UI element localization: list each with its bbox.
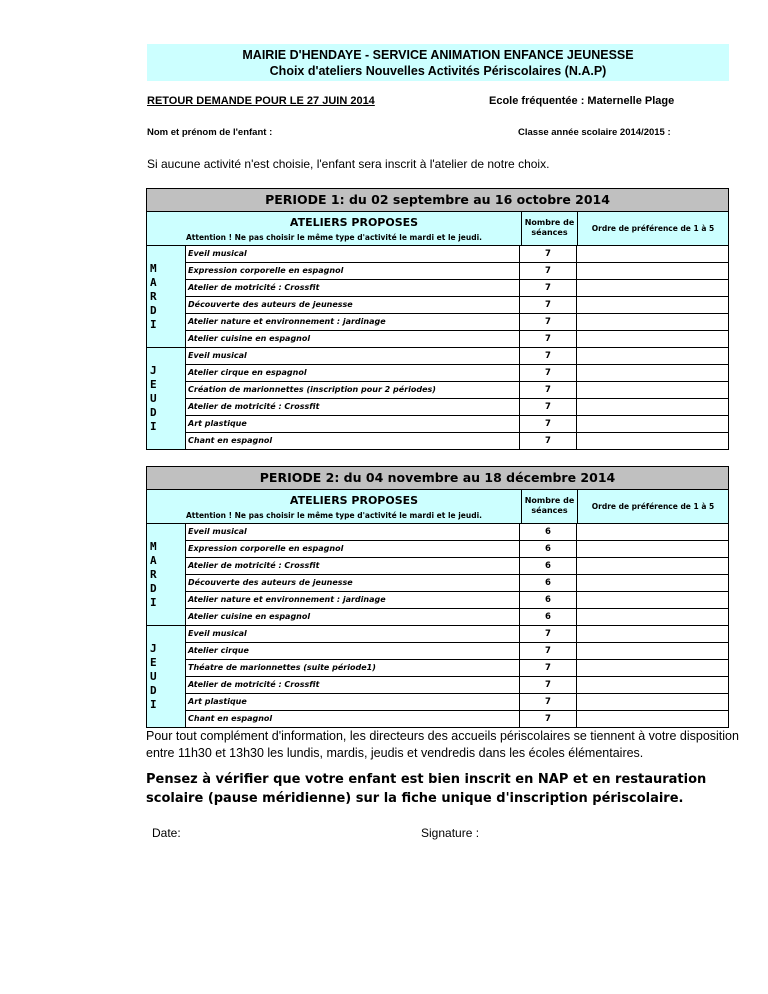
header-subtitle: Choix d'ateliers Nouvelles Activités Périscolaires (N.A.P) <box>269 64 607 78</box>
table-row <box>186 558 728 575</box>
table-row <box>186 382 728 399</box>
attention-note: Attention ! Ne pas choisir le même type d'activité le mardi et le jeudi. <box>185 511 483 520</box>
preference-input-cell[interactable] <box>577 314 728 330</box>
preference-input-cell[interactable] <box>577 382 728 398</box>
day-letter: U <box>150 391 157 405</box>
day-letter: D <box>150 683 157 697</box>
day-letter: R <box>150 289 157 303</box>
mardi-rows <box>186 246 728 347</box>
preference-input-cell[interactable] <box>577 660 728 676</box>
seances-count: 7 <box>520 433 577 449</box>
seances-count: 6 <box>520 558 577 574</box>
ateliers-header <box>147 212 522 245</box>
preference-input-cell[interactable] <box>577 524 728 540</box>
preference-input-cell[interactable] <box>577 246 728 262</box>
activity-name: Atelier de motricité : Crossfit <box>186 558 520 574</box>
seances-count: 7 <box>520 677 577 693</box>
day-letter: D <box>150 581 157 595</box>
activity-name: Chant en espagnol <box>186 433 520 449</box>
preference-input-cell[interactable] <box>577 592 728 608</box>
activity-name: Théatre de marionnettes (suite période1) <box>186 660 520 676</box>
seances-count: 7 <box>520 382 577 398</box>
preference-input-cell[interactable] <box>577 263 728 279</box>
jeudi-block <box>147 348 728 449</box>
day-letter: I <box>150 317 157 331</box>
seances-count: 6 <box>520 575 577 591</box>
day-letter: J <box>150 363 157 377</box>
retour-date: RETOUR DEMANDE POUR LE 27 JUIN 2014 <box>147 95 375 107</box>
table-row <box>186 694 728 711</box>
seances-count: 7 <box>520 246 577 262</box>
day-letter: U <box>150 669 157 683</box>
info-paragraph: Pour tout complément d'information, les directeurs des accueils périscolaires se tiennent à votre disposition entre 11h30 et 13h30 les lundis, mardis, jeudis et vendredis dans les écoles élémentaires. <box>146 729 739 760</box>
table-row <box>186 677 728 694</box>
activity-name: Eveil musical <box>186 524 520 540</box>
table-row <box>186 246 728 263</box>
seances-count: 7 <box>520 643 577 659</box>
day-mardi <box>147 524 186 625</box>
day-letter: I <box>150 697 157 711</box>
preference-input-cell[interactable] <box>577 711 728 727</box>
ateliers-title: ATELIERS PROPOSES <box>289 494 419 507</box>
preference-input-cell[interactable] <box>577 541 728 557</box>
attention-note: Attention ! Ne pas choisir le même type d'activité le mardi et le jeudi. <box>185 233 483 242</box>
activity-name: Atelier cirque en espagnol <box>186 365 520 381</box>
day-letter: D <box>150 405 157 419</box>
day-letter: A <box>150 553 157 567</box>
preference-input-cell[interactable] <box>577 558 728 574</box>
day-letter: D <box>150 303 157 317</box>
table-row <box>186 348 728 365</box>
day-letter: I <box>150 419 157 433</box>
seances-count: 7 <box>520 280 577 296</box>
activity-name: Eveil musical <box>186 246 520 262</box>
seances-count: 7 <box>520 660 577 676</box>
activity-name: Art plastique <box>186 416 520 432</box>
activity-name: Chant en espagnol <box>186 711 520 727</box>
jeudi-block <box>147 626 728 727</box>
preference-input-cell[interactable] <box>577 399 728 415</box>
activity-name: Eveil musical <box>186 348 520 364</box>
seances-count: 7 <box>520 348 577 364</box>
ateliers-title: ATELIERS PROPOSES <box>289 216 419 229</box>
seances-count: 7 <box>520 365 577 381</box>
nombre-header-line1: Nombre de <box>524 496 575 505</box>
preference-input-cell[interactable] <box>577 280 728 296</box>
activity-name: Expression corporelle en espagnol <box>186 263 520 279</box>
day-jeudi <box>147 348 186 449</box>
seances-count: 7 <box>520 297 577 313</box>
seances-count: 6 <box>520 592 577 608</box>
seances-count: 6 <box>520 609 577 625</box>
activity-name: Atelier de motricité : Crossfit <box>186 677 520 693</box>
periode1-title: PERIODE 1: du 02 septembre au 16 octobre 2014 <box>147 189 728 212</box>
activity-name: Expression corporelle en espagnol <box>186 541 520 557</box>
date-label: Date: <box>152 826 181 840</box>
table-row <box>186 297 728 314</box>
preference-input-cell[interactable] <box>577 575 728 591</box>
preference-input-cell[interactable] <box>577 609 728 625</box>
jeudi-rows <box>186 626 728 727</box>
activity-name: Eveil musical <box>186 626 520 642</box>
warning-paragraph: Pensez à vérifier que votre enfant est bien inscrit en NAP et en restauration scolaire (pause méridienne) sur la fiche unique d'inscription périscolaire. <box>146 772 707 806</box>
preference-input-cell[interactable] <box>577 433 728 449</box>
table-row <box>186 280 728 297</box>
activity-name: Atelier de motricité : Crossfit <box>186 280 520 296</box>
activity-name: Atelier cuisine en espagnol <box>186 331 520 347</box>
seances-count: 7 <box>520 416 577 432</box>
seances-count: 7 <box>520 399 577 415</box>
day-letter: M <box>150 539 157 553</box>
nombre-seances-header <box>522 212 578 245</box>
ordre-preference-header: Ordre de préférence de 1 à 5 <box>578 212 728 245</box>
classe-label: Classe année scolaire 2014/2015 : <box>518 127 671 138</box>
seances-count: 6 <box>520 541 577 557</box>
nombre-seances-header <box>522 490 578 523</box>
periode2-table <box>146 466 729 728</box>
periode2-title: PERIODE 2: du 04 novembre au 18 décembre 2014 <box>147 467 728 490</box>
table-row <box>186 524 728 541</box>
header-box <box>147 44 729 81</box>
day-mardi <box>147 246 186 347</box>
table-row <box>186 263 728 280</box>
activity-name: Atelier de motricité : Crossfit <box>186 399 520 415</box>
table-row <box>186 433 728 449</box>
preference-input-cell[interactable] <box>577 643 728 659</box>
ecole-label: Ecole fréquentée : Maternelle Plage <box>489 95 675 107</box>
seances-count: 7 <box>520 314 577 330</box>
activity-name: Création de marionnettes (inscription pour 2 périodes) <box>186 382 520 398</box>
activity-name: Art plastique <box>186 694 520 710</box>
nombre-header-line2: séances <box>531 506 568 515</box>
periode2-header-row <box>147 490 728 524</box>
table-row <box>186 541 728 558</box>
day-letter: I <box>150 595 157 609</box>
seances-count: 6 <box>520 524 577 540</box>
day-letter: E <box>150 377 157 391</box>
table-row <box>186 416 728 433</box>
preference-input-cell[interactable] <box>577 416 728 432</box>
ateliers-header <box>147 490 522 523</box>
table-row <box>186 314 728 331</box>
table-row <box>186 331 728 347</box>
table-row <box>186 365 728 382</box>
table-row <box>186 399 728 416</box>
preference-input-cell[interactable] <box>577 297 728 313</box>
activity-name: Découverte des auteurs de jeunesse <box>186 297 520 313</box>
table-row <box>186 660 728 677</box>
activity-name: Atelier cuisine en espagnol <box>186 609 520 625</box>
seances-count: 7 <box>520 626 577 642</box>
ordre-preference-header: Ordre de préférence de 1 à 5 <box>578 490 728 523</box>
seances-count: 7 <box>520 694 577 710</box>
header-title: MAIRIE D'HENDAYE - SERVICE ANIMATION ENFANCE JEUNESSE <box>242 48 634 62</box>
nombre-header-line1: Nombre de <box>524 218 575 227</box>
mardi-block <box>147 524 728 626</box>
seances-count: 7 <box>520 331 577 347</box>
preference-input-cell[interactable] <box>577 348 728 364</box>
activity-name: Atelier cirque <box>186 643 520 659</box>
preference-input-cell[interactable] <box>577 677 728 693</box>
periode1-table <box>146 188 729 450</box>
seances-count: 7 <box>520 263 577 279</box>
day-letter: E <box>150 655 157 669</box>
activity-name: Atelier nature et environnement : jardinage <box>186 592 520 608</box>
seances-count: 7 <box>520 711 577 727</box>
preference-input-cell[interactable] <box>577 365 728 381</box>
periode1-header-row <box>147 212 728 246</box>
day-letter: R <box>150 567 157 581</box>
jeudi-rows <box>186 348 728 449</box>
day-letter: M <box>150 261 157 275</box>
signature-label: Signature : <box>421 826 480 840</box>
activity-name: Découverte des auteurs de jeunesse <box>186 575 520 591</box>
day-letter: J <box>150 641 157 655</box>
nombre-header-line2: séances <box>531 228 568 237</box>
table-row <box>186 575 728 592</box>
mardi-block <box>147 246 728 348</box>
preference-input-cell[interactable] <box>577 626 728 642</box>
nom-label: Nom et prénom de l'enfant : <box>147 127 273 138</box>
preference-input-cell[interactable] <box>577 331 728 347</box>
table-row <box>186 711 728 727</box>
mardi-rows <box>186 524 728 625</box>
day-jeudi <box>147 626 186 727</box>
activity-name: Atelier nature et environnement : jardinage <box>186 314 520 330</box>
notice-text: Si aucune activité n'est choisie, l'enfant sera inscrit à l'atelier de notre choix. <box>147 157 550 171</box>
table-row <box>186 592 728 609</box>
table-row <box>186 643 728 660</box>
preference-input-cell[interactable] <box>577 694 728 710</box>
day-letter: A <box>150 275 157 289</box>
table-row <box>186 609 728 625</box>
table-row <box>186 626 728 643</box>
